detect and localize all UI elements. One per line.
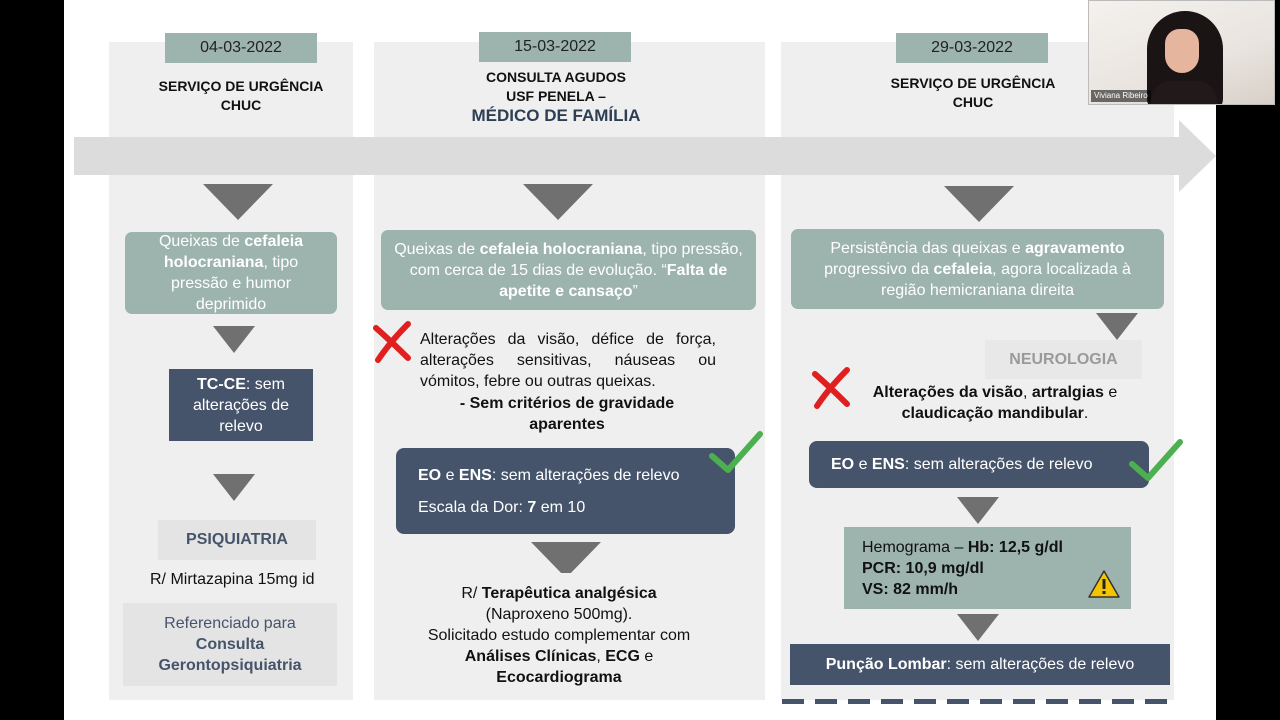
presentation-slide bbox=[64, 0, 1216, 720]
psychiatry-tag: PSIQUIATRIA bbox=[158, 520, 316, 560]
col2-rx-box: R/ Terapêutica analgésica (Naproxeno 500mg). Solicitado estudo complementar com Análises Clínicas, ECG e Ecocardiograma bbox=[412, 573, 706, 691]
warning-icon bbox=[1087, 569, 1121, 599]
date-tag-2: 15-03-2022 bbox=[479, 32, 631, 62]
down-arrow bbox=[1096, 313, 1138, 340]
col2-no-criteria: - Sem critérios de gravidade aparentes bbox=[459, 395, 675, 433]
col3-complaint-box: Persistência das queixas e agravamento progressivo da cefaleia, agora localizada à região hemicraniana direita bbox=[791, 229, 1164, 309]
column-3-header: SERVIÇO DE URGÊNCIA CHUC bbox=[890, 75, 1056, 110]
col1-referral-box: Referenciado para Consulta Gerontopsiquiatria bbox=[123, 603, 337, 686]
col1-ct-box: TC-CE: sem alterações de relevo bbox=[169, 369, 313, 441]
col3-lab-box: Hemograma – Hb: 12,5 g/dl PCR: 10,9 mg/dl VS: 82 mm/h bbox=[844, 527, 1131, 609]
col3-lumbar-puncture-box: Punção Lombar: sem alterações de relevo bbox=[790, 644, 1170, 685]
presenter-torso bbox=[1151, 81, 1217, 105]
column-2-header: CONSULTA AGUDOS USF PENELA – MÉDICO DE FAMÍLIA bbox=[471, 69, 641, 125]
down-arrow bbox=[213, 326, 255, 353]
column-1-header: SERVIÇO DE URGÊNCIA CHUC bbox=[158, 78, 324, 113]
presenter-face bbox=[1165, 29, 1199, 73]
down-arrow bbox=[213, 474, 255, 501]
check-icon bbox=[708, 430, 764, 474]
col2-complaint-box: Queixas de cefaleia holocraniana, tipo pressão, com cerca de 15 dias de evolução. “Falta de apetite e cansaço” bbox=[381, 230, 756, 310]
col3-exam-box: EO e ENS: sem alterações de relevo bbox=[809, 441, 1149, 488]
col1-prescription: R/ Mirtazapina 15mg id bbox=[150, 571, 315, 588]
cross-icon bbox=[809, 366, 853, 410]
dashed-divider bbox=[782, 699, 1174, 704]
webcam-thumbnail[interactable] bbox=[1088, 0, 1275, 105]
check-icon bbox=[1128, 438, 1184, 482]
down-arrow bbox=[523, 184, 593, 220]
col3-negatives-text: Alterações da visão, artralgias e claudicação mandibular. bbox=[872, 384, 1118, 422]
col2-negatives-text: Alterações da visão, défice de força, alterações sensitivas, náuseas ou vómitos, febre ou outras queixas. bbox=[420, 331, 716, 390]
down-arrow bbox=[957, 614, 999, 641]
col2-exam-box: EO e ENS: sem alterações de relevo Escala da Dor: 7 em 10 bbox=[396, 448, 735, 534]
date-tag-3: 29-03-2022 bbox=[896, 33, 1048, 63]
col1-complaint-box: Queixas de cefaleia holocraniana, tipo pressão e humor deprimido bbox=[125, 232, 337, 314]
timeline-arrow bbox=[74, 120, 1216, 192]
cross-icon bbox=[370, 320, 414, 364]
participant-name: Viviana Ribeiro bbox=[1091, 90, 1151, 102]
down-arrow bbox=[203, 184, 273, 220]
down-arrow bbox=[944, 186, 1014, 222]
date-tag-1: 04-03-2022 bbox=[165, 33, 317, 63]
neurology-tag: NEUROLOGIA bbox=[985, 340, 1142, 379]
down-arrow bbox=[957, 497, 999, 524]
